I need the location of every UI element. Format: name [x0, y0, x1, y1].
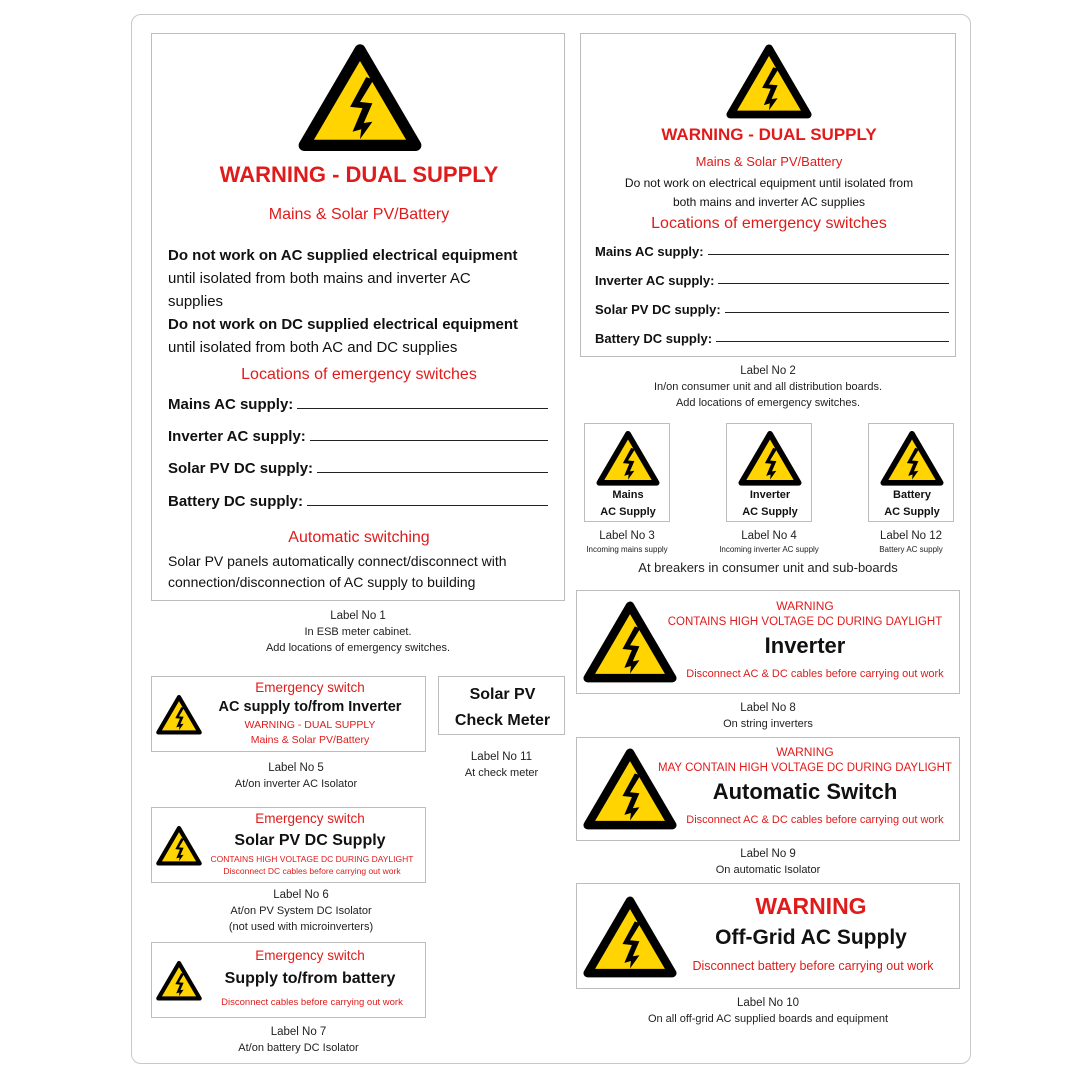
- label-7-title: Emergency switch: [255, 948, 365, 963]
- label-1-auto-line2: connection/disconnection of AC supply to building: [168, 574, 476, 590]
- label-7-warn1: Disconnect cables before carrying out work: [221, 997, 403, 1008]
- label-5-title: Emergency switch: [255, 680, 365, 695]
- label-5-main: AC supply to/from Inverter: [218, 699, 402, 715]
- label-2-locations-title: Locations of emergency switches: [651, 215, 887, 232]
- label-4-line1: Inverter: [749, 489, 791, 501]
- label-2-field-mains: Mains AC supply:: [595, 244, 949, 259]
- label-3-line1: Mains: [612, 489, 644, 501]
- high-voltage-warning-icon: [156, 825, 202, 866]
- label-6-caption: Label No 6 At/on PV System DC Isolator (not used with microinverters): [228, 889, 374, 933]
- label-2-field-battery: Battery DC supply:: [595, 331, 949, 346]
- small-labels-note: At breakers in consumer unit and sub-boards: [638, 560, 898, 575]
- label-9: [576, 737, 960, 841]
- label-2-caption: Label No 2 In/on consumer unit and all distribution boards. Add locations of emergency switches.: [653, 365, 883, 409]
- label-6-warn1: CONTAINS HIGH VOLTAGE DC DURING DAYLIGHT: [210, 854, 414, 864]
- label-1-ac-rest: until isolated from both mains and inverter AC: [168, 270, 471, 287]
- label-5-warn2: Mains & Solar PV/Battery: [250, 734, 370, 746]
- label-3-line2: AC Supply: [600, 506, 656, 518]
- label-8: [576, 590, 960, 694]
- label-6-warn2: Disconnect DC cables before carrying out work: [223, 866, 401, 876]
- label-9-note: Disconnect AC & DC cables before carrying out work: [686, 814, 944, 826]
- label-12: [868, 423, 954, 522]
- high-voltage-warning-icon: [596, 430, 660, 486]
- label-1-ac-rest2: supplies: [168, 293, 224, 310]
- label-1-field-solar: Solar PV DC supply:: [168, 460, 548, 477]
- label-9-sub: MAY CONTAIN HIGH VOLTAGE DC DURING DAYLIGHT: [658, 762, 952, 774]
- label-10-warning: WARNING: [755, 893, 867, 919]
- label-11-line2: Check Meter: [454, 712, 551, 729]
- label-1-caption: Label No 1 In ESB meter cabinet. Add locations of emergency switches.: [265, 610, 451, 654]
- label-11-caption: Label No 11 At check meter: [464, 751, 539, 779]
- label-1-auto-title: Automatic switching: [288, 529, 430, 546]
- label-9-main: Automatic Switch: [712, 779, 898, 804]
- label-1-locations-title: Locations of emergency switches: [241, 366, 477, 383]
- label-1-subheading: Mains & Solar PV/Battery: [268, 206, 450, 223]
- label-2-field-inverter: Inverter AC supply:: [595, 273, 949, 288]
- label-3: [584, 423, 670, 522]
- label-1-heading: WARNING - DUAL SUPPLY: [219, 162, 499, 187]
- label-2-heading: WARNING - DUAL SUPPLY: [661, 125, 877, 144]
- label-2-subheading: Mains & Solar PV/Battery: [695, 154, 843, 169]
- label-2: [580, 33, 956, 357]
- label-9-warning: WARNING: [776, 745, 834, 759]
- label-8-main: Inverter: [764, 633, 846, 658]
- high-voltage-warning-icon: [880, 430, 944, 486]
- high-voltage-warning-icon: [738, 430, 802, 486]
- label-8-warning: WARNING: [776, 599, 834, 613]
- label-5: [151, 676, 426, 752]
- label-6-title: Emergency switch: [255, 811, 365, 826]
- high-voltage-warning-icon: [298, 42, 422, 152]
- label-1-ac-bold: Do not work on AC supplied electrical equipment: [168, 247, 518, 264]
- high-voltage-warning-icon: [583, 895, 677, 978]
- label-2-line2: both mains and inverter AC supplies: [672, 195, 866, 209]
- label-12-line2: AC Supply: [884, 506, 940, 518]
- label-12-line1: Battery: [893, 489, 931, 501]
- label-5-warn1: WARNING - DUAL SUPPLY: [244, 719, 376, 731]
- label-4: [726, 423, 812, 522]
- label-1: [151, 33, 565, 601]
- high-voltage-warning-icon: [156, 960, 202, 1001]
- label-7-caption: Label No 7 At/on battery DC Isolator: [238, 1026, 359, 1054]
- label-10-caption: Label No 10 On all off-grid AC supplied boards and equipment: [647, 997, 889, 1025]
- label-1-field-mains: Mains AC supply:: [168, 396, 548, 413]
- label-1-auto-line1: Solar PV panels automatically connect/disconnect with: [168, 553, 507, 569]
- label-5-caption: Label No 5 At/on inverter AC Isolator: [234, 762, 358, 790]
- label-3-caption: Label No 3 Incoming mains supply: [586, 530, 668, 554]
- label-1-field-inverter: Inverter AC supply:: [168, 428, 548, 445]
- label-1-dc-rest: until isolated from both AC and DC supplies: [168, 339, 458, 356]
- label-9-caption: Label No 9 On automatic Isolator: [715, 848, 821, 876]
- high-voltage-warning-icon: [726, 43, 812, 119]
- label-12-caption: Label No 12 Battery AC supply: [879, 530, 943, 554]
- label-11-line1: Solar PV: [469, 686, 536, 703]
- label-10-note: Disconnect battery before carrying out work: [692, 959, 934, 973]
- label-10: [576, 883, 960, 989]
- label-1-dc-bold: Do not work on DC supplied electrical equipment: [168, 316, 519, 333]
- label-7-main: Supply to/from battery: [224, 970, 396, 987]
- label-4-line2: AC Supply: [742, 506, 798, 518]
- label-7: [151, 942, 426, 1018]
- label-2-line1: Do not work on electrical equipment until isolated from: [624, 176, 914, 190]
- high-voltage-warning-icon: [156, 694, 202, 735]
- label-11: [438, 676, 565, 735]
- label-2-field-solar: Solar PV DC supply:: [595, 302, 949, 317]
- label-4-caption: Label No 4 Incoming inverter AC supply: [719, 530, 819, 554]
- label-10-main: Off-Grid AC Supply: [715, 926, 907, 949]
- label-8-caption: Label No 8 On string inverters: [723, 702, 813, 730]
- label-6: [151, 807, 426, 883]
- label-8-sub: CONTAINS HIGH VOLTAGE DC DURING DAYLIGHT: [667, 616, 943, 628]
- label-8-note: Disconnect AC & DC cables before carrying out work: [686, 668, 944, 680]
- label-6-main: Solar PV DC Supply: [234, 832, 386, 849]
- label-1-field-battery: Battery DC supply:: [168, 493, 548, 510]
